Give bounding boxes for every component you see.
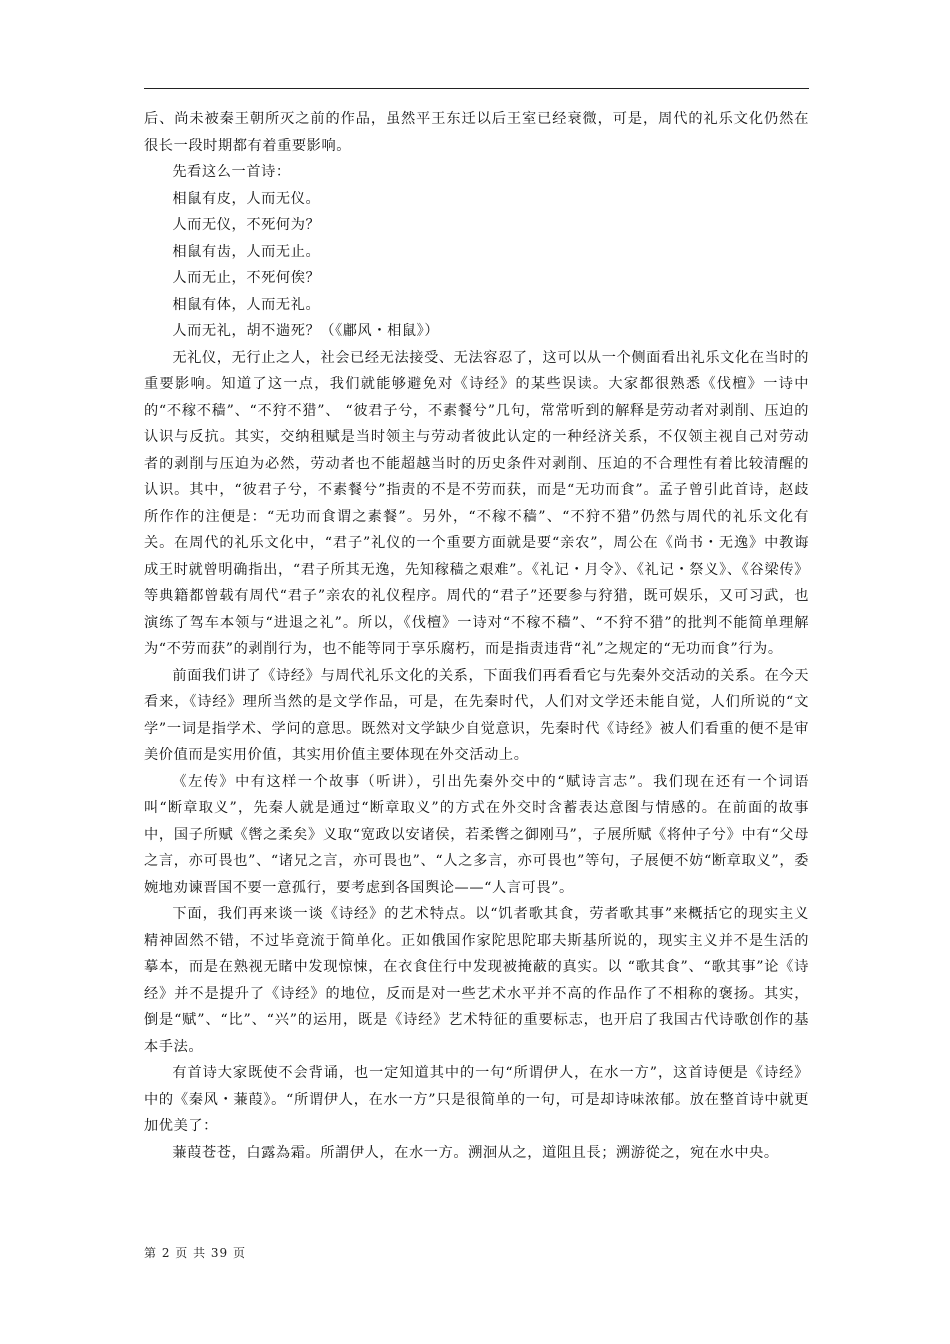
verse-line: 人而无仪，不死何为？ [172,217,321,233]
header-rule [144,88,809,89]
paragraph-rites-music: 无礼仪，无行止之人，社会已经无法接受、无法容忍了，这可以从一个侧面看出礼乐文化在当时的重要影响。知道了这一点，我们就能够避免对《诗经》的某些误读。大家都很熟悉《伐檀》一诗中的“不稼不穑”、“不狩不猎”、 “彼君子兮，不素餐兮”几句，常常听到的解释是劳动者对剥削、压迫的认识与反抗。其实，交纳租赋是当时领主与劳动者彼此认定的一种经济关系，不仅领主视自己对劳动者的剥削与压迫为必然，劳动者也不能超越当时的历史条件对剥削、压迫的不合理性有着比较清醒的认识。其中，“彼君子兮，不素餐兮”指责的不是不劳而获，而是“无功而食”。孟子曾引此首诗，赵歧所作作的注便是：“无功而食谓之素餐”。另外，“不稼不穑”、“不狩不猎”仍然与周代的礼乐文化有关。在周代的礼乐文化中，“君子”礼仪的一个重要方面就是要“亲农”，周公在《尚书・无逸》中教诲成王时就曾明确指出，“君子所其无逸，先知稼穑之艰难”。《礼记・月令》、《礼记・祭义》、《谷梁传》等典籍都曾载有周代“君子”亲农的礼仪程序。周代的“君子”还要参与狩猎，既可娱乐，又可习武，也演练了驾车本领与“进退之礼”。所以，《伐檀》一诗对“不稼不穑”、“不狩不猎”的批判不能简单理解为“不劳而获”的剥削行为，也不能等同于享乐腐朽，而是指责违背“礼”之规定的“无功而食”行为。 [144,349,809,657]
verse-line: 相鼠有齿，人而无止。 [172,243,321,260]
verse-jianjia: 蒹葭苍苍，白露為霜。所謂伊人，在水一方。溯洄从之，道阻且長；溯游從之，宛在水中央。 [172,1144,779,1161]
verse-line: 相鼠有皮，人而无仪。 [172,190,321,207]
paragraph-intro-poem: 先看这么一首诗： [172,164,291,180]
paragraph-jianjia-intro: 有首诗大家既使不会背诵，也一定知道其中的一句“所谓伊人，在水一方”，这首诗便是《诗经》中的《秦风・蒹葭》。“所谓伊人，在水一方”只是很简单的一句，可是却诗味浓郁。放在整首诗中就更加优美了： [144,1065,809,1134]
page-number: 第 2 页 共 39 页 [144,1246,246,1260]
verse-line: 人而无礼，胡不遄死？（《鄘风・相鼠》） [172,323,440,339]
verse-line: 相鼠有体，人而无礼。 [172,296,321,313]
document-body [144,106,809,1166]
paragraph-continued: 后、尚未被秦王朝所灭之前的作品，虽然平王东迁以后王室已经衰微，可是，周代的礼乐文化仍然在很长一段时期都有着重要影响。 [144,111,809,154]
verse-line: 人而无止，不死何俟？ [172,270,321,286]
paragraph-artistry: 下面，我们再来谈一谈《诗经》的艺术特点。以“饥者歌其食，劳者歌其事”来概括它的现实主义精神固然不错，不过毕竟流于简单化。正如俄国作家陀思陀耶夫斯基所说的，现实主义并不是生活的摹本，而是在熟视无睹中发现惊悚，在衣食住行中发现被掩蔽的真实。以 “歌其食”、“歌其事”论《诗经》并不是提升了《诗经》的地位，反而是对一些艺术水平并不高的作品作了不相称的褒扬。其实，倒是“赋”、“比”、“兴”的运用，既是《诗经》艺术特征的重要标志，也开启了我国古代诗歌创作的基本手法。 [144,906,809,1055]
paragraph-zuozhuan: 《左传》中有这样一个故事（听讲），引出先秦外交中的“赋诗言志”。我们现在还有一个词语叫“断章取义”，先秦人就是通过“断章取义”的方式在外交时含蓄表达意图与情感的。在前面的故事中，国子所赋《辔之柔矣》义取“宽政以安诸侯，若柔辔之御刚马”，子展所赋《将仲子兮》中有“父母之言，亦可畏也”、“诸兄之言，亦可畏也”、“人之多言，亦可畏也”等句，子展便不妨“断章取义”，委婉地劝谏晋国不要一意孤行，要考虑到各国舆论——“人言可畏”。 [144,773,809,896]
paragraph-diplomacy: 前面我们讲了《诗经》与周代礼乐文化的关系，下面我们再看看它与先秦外交活动的关系。在今天看来，《诗经》理所当然的是文学作品，可是，在先秦时代，人们对文学还未能自觉，人们所说的“文学”一词是指学术、学问的意思。既然对文学缺少自觉意识，先秦时代《诗经》被人们看重的便不是审美价值而是实用价值，其实用价值主要体现在外交活动上。 [144,667,809,763]
